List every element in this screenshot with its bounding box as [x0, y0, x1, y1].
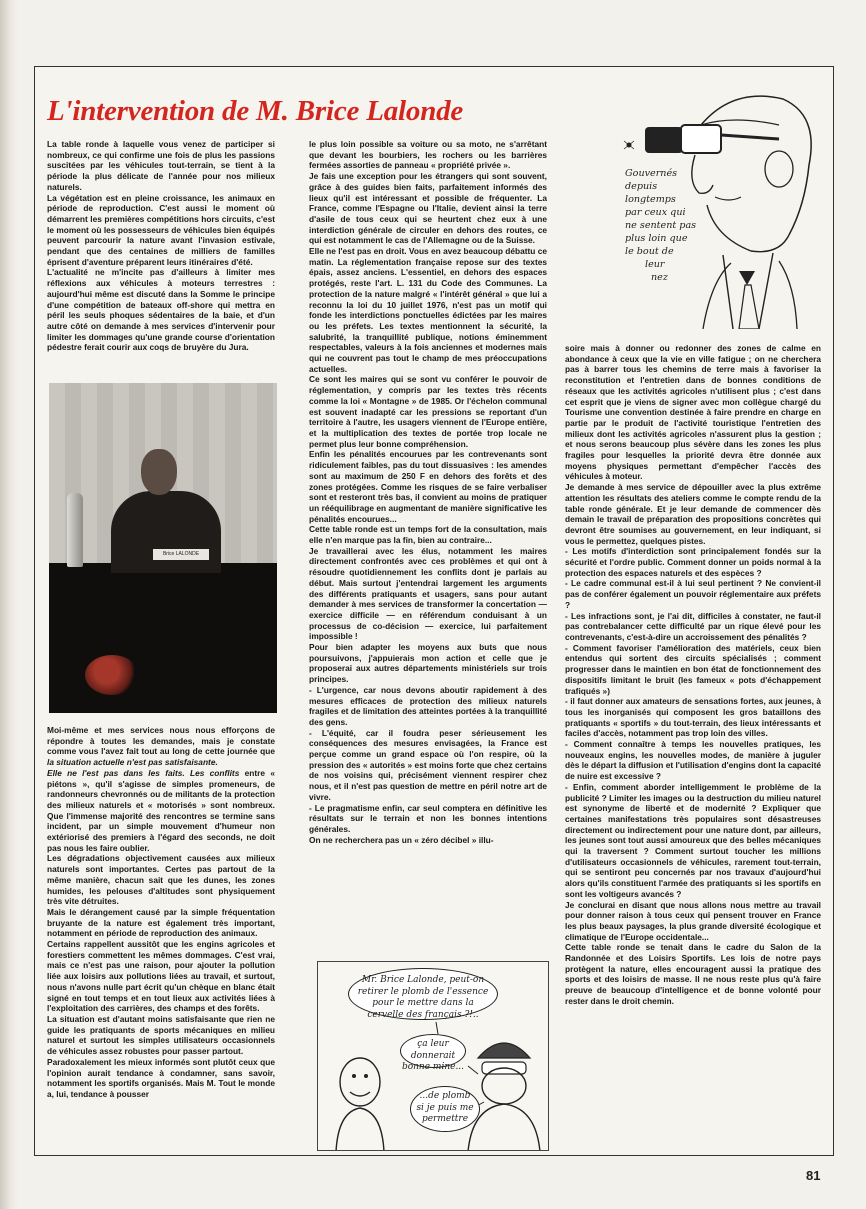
paragraph: Cette table ronde est un temps fort de la consultation, mais elle n'en marque pas la fin, bien au contraire... — [309, 524, 547, 546]
paragraph: Les dégradations objectivement causées aux milieux naturels sont importantes. Certes pas partout de la même manière, chacun sait que les dunes, les zones humides, les pelouses d'altitudes sont physiquement très vite détruites. — [47, 853, 275, 907]
bubble-line: si je puis me — [416, 1102, 474, 1113]
caption-line: nez — [651, 272, 668, 283]
article-frame — [34, 66, 834, 1156]
paragraph: Elle ne l'est pas en droit. Vous en avez beaucoup débattu ce matin. La réglementation française repose sur des textes épais, assez anciens. L'essentiel, en dehors des espaces protégés, reste l'art. L. 131 du Code des Communes. La protection de la nature malgré « l'intérêt général » que lui a reconnu la loi du 10 juillet 1976, n'est pas un motif qui fonde les interdictions ponctuelles édictées par les maires ou les préfets. Les textes mentionnent la sécurité, la salubrité, la tranquillité publique, notions éminemment respectables, valeurs à la fois anciennes et modernes mais qui ne couvrent pas tout le champ de mes préoccupations actuelles. — [309, 246, 547, 374]
bubble-line: pour le mettre dans la — [372, 998, 474, 1008]
page-binding-edge — [0, 0, 18, 1209]
cartoon-top-caption — [625, 167, 705, 284]
photo-brice-lalonde — [49, 383, 277, 713]
photo-flowers — [85, 655, 139, 695]
column-3 — [565, 343, 821, 1153]
bubble-line: retirer le plomb de l'essence — [357, 986, 489, 997]
caption-line: par ceux qui — [625, 207, 686, 218]
page-number: 81 — [806, 1168, 821, 1183]
caption-line: leur — [645, 259, 665, 270]
article-headline: L'intervention de M. Brice Lalonde — [47, 95, 464, 127]
column-1-bottom — [47, 725, 275, 1153]
photo-nameplate: Brice LALONDE — [153, 549, 209, 560]
paragraph: Je fais une exception pour les étrangers qui sont souvent, grâce à des guides bien faits, parfaitement informés des lieux qu'il est intéressant et possible de fréquenter. La France, comme l'Espagne ou l'Italie, devient ainsi la terre d'asile de tous ceux qui se heurtent chez eux à une interdiction générale de circuler en dehors des routes, ce qui est notamment le cas de l'Allemagne ou de la Suisse. — [309, 171, 547, 246]
paragraph: Moi-même et mes services nous nous efforçons de répondre à toutes les demandes, mais je constate comme vous l'avez fait tout au long de cette journée que la situation actuelle n'est pas satisfaisante. — [47, 725, 275, 768]
paragraph: L'actualité ne m'incite pas d'ailleurs à limiter mes réflexions aux véhicules à moteurs terrestres : aujourd'hui même est discuté dans la Somme le principe d'une compétition de bateaux off-shore qui mettra en péril les seuls phoques sédentaires de la baie, et d'un autre côté on demande à mes services d'intervenir pour limiter les dommages qu'une grande course d'orientation pédestre ferait courir aux coqs de bruyère du Jura. — [47, 267, 275, 353]
paragraph: - Le pragmatisme enfin, car seul comptera en définitive les résultats sur le terrain et non les bonnes intentions générales. — [309, 802, 547, 834]
photo-table — [49, 563, 277, 713]
paragraph: - il faut donner aux amateurs de sensations fortes, aux jeunes, à tous les inorganisés qui composent les gros bataillons des pratiquants « sportifs » du tout-terrain, des lieux intéressants et faciles d'accès, notamment pas trop loin des villes. — [565, 696, 821, 739]
paragraph: Paradoxalement les mieux informés sont plutôt ceux que l'opinion aurait tendance à condamner, sans savoir, notamment les sportifs organisés. Mais M. Tout le monde a, lui, tendance à pousser — [47, 1056, 275, 1099]
paragraph: Je demande à mes service de dépouiller avec la plus extrême attention les résultats des ateliers comme le compte rendu de la table ronde générale. Et je leur demande de commencer dès demain le travail de préparation des propositions concrètes qui devront être soumises au gouvernement, en leur indiquant, si vous le permettez, quelques pistes. — [565, 482, 821, 546]
bubble-line: permettre — [421, 1114, 469, 1124]
caption-line: ne sentent pas — [625, 220, 697, 231]
column-2 — [309, 139, 547, 955]
paragraph: le plus loin possible sa voiture ou sa moto, ne s'arrêtant que devant les bourbiers, les rochers ou les barrières fermées assorties de panneau « propriété privée ». — [309, 139, 547, 171]
bubble-line: ça leur donnerait — [410, 1039, 456, 1061]
speech-bubble-pun — [410, 1086, 480, 1132]
bubble-line: Mr. Brice Lalonde, peut-on — [361, 975, 485, 985]
paragraph: Cette table ronde se tenait dans le cadre du Salon de la Randonnée et des Loisirs Sportifs. Les lois de notre pays protègent la nature, elles encouragent aussi la pratique des sports et des loisirs de masse. Il ne nous reste plus qu'à faire preuve de beaucoup d'intelligence et de bonne volonté pour rester dans le droit chemin. — [565, 942, 821, 1006]
paragraph: Je conclurai en disant que nous allons nous mettre au travail pour donner raison à tous ceux qui pensent trouver en France les plus beaux paysages, la plus grande diversité écologique et climatique de l'Europe occidentale... — [565, 899, 821, 942]
paragraph: - Enfin, comment aborder intelligemment le problème de la publicité ? Limiter les images ou la destruction du milieu naturel est synonyme de liberté et de modernité ? Expliquer que certaines manifestations très populaires sont désastreuses directement ou indirectement pour une nature dont, par ailleurs, les jeunes sont tout aussi amoureux que des belles mécaniques qui la traversent ? Comment surtout toucher les millions d'utilisateurs occasionnels de véhicules, rarement tout-terrain, qui se sentiront peu concernés par nos travaux d'aujourd'hui alors qu'ils constituent l'armée des pratiquants si les sportifs en sont les voltigeurs avancés ? — [565, 781, 821, 899]
paragraph: Pour bien adapter les moyens aux buts que nous poursuivons, j'appuierais mon action et celle que je proposerai aux autres départements ministériels sur trois principes. — [309, 642, 547, 685]
paragraph: On ne recherchera pas un « zéro décibel » illu- — [309, 834, 494, 845]
paragraph: La table ronde à laquelle vous venez de participer si nombreux, ce qui confirme une fois de plus les passions suscitées par les véhicules tout-terrain, se tient à la période la plus délicate de l'année pour nos milieux naturels. — [47, 139, 275, 192]
caption-line: depuis longtemps — [625, 181, 676, 205]
paragraph: Enfin les pénalités encourues par les contrevenants sont ridiculement faibles, pas du tout dissuasives : les amendes sont au maximum de 250 F en dehors des forêts et des zones protégées. Comme les risques de se faire verbaliser sont et resteront très bas, il convient au moins de pratiquer un rééquilibrage en augmentant de manière significative les pénalités encourues... — [309, 449, 547, 524]
photo-bottle — [67, 493, 83, 567]
paragraph: - Comment favoriser l'amélioration des matériels, ceux bien entendus qui sortent des circuits spécialisés ; comment progresser dans le maintien en bon état de fonctionnement des dispositifs limitant le bruit (les fameux « pots d'échappement trafiqués ») — [565, 642, 821, 696]
photo-person-head — [141, 449, 177, 495]
paragraph: Elle ne l'est pas dans les faits. Les conflits entre « piétons », qu'il s'agisse de simples promeneurs, de randonneurs chevronnés ou de militants de la protection des milieux naturels et « motorisés » sont nombreux. Que l'immense majorité des rencontres se termine sans incident, par un simple mouvement d'humeur non extériorisé des premiers à l'égard des seconds, ne doit pas nous les faire oublier. — [47, 767, 275, 853]
caption-line: Gouvernés — [625, 168, 678, 179]
paragraph: Ce sont les maires qui se sont vu conférer le pouvoir de réglementation, y compris par les textes très récents comme la loi « Montagne » de 1985. Or l'échelon communal est souvent inadapté car les pressions se reportant d'un territoire à l'autre, les usagers viennent de l'Europe entière, et la multiplication des textes de portée trop locale ne permet plus leur bonne compréhension. — [309, 374, 547, 449]
cartoon-top — [583, 85, 823, 329]
paragraph: - Le cadre communal est-il à lui seul pertinent ? Ne convient-il pas de conférer également un pouvoir réglementaire aux préfets ? — [565, 578, 821, 610]
bubble-line: cervelle des français ?!.. — [367, 1009, 479, 1020]
caption-line: plus loin que — [625, 233, 688, 244]
paragraph: - Comment connaître à temps les nouvelles pratiques, les nouveaux engins, les nouvelles modes, de manière à juguler dès le départ la diffusion et l'utilisation d'engins dont la capacité de nuire est excessive ? — [565, 739, 821, 782]
paragraph: - Les motifs d'interdiction sont principalement fondés sur la sécurité et l'ordre public. Comment donner un poids normal à la protection des espaces naturels et des espèces ? — [565, 546, 821, 578]
speech-bubble-question — [348, 968, 498, 1020]
paragraph: La végétation est en pleine croissance, les animaux en période de reproduction. C'est aussi le moment où démarrent les premières compétitions hors circuits, c'est le moment où les possesseurs de véhicules bien équipés peuvent parcourir la nature avant l'invasion estivale, pendant que des centaines de milliers de familles éprisent d'aventure préparent leurs itinéraires d'été. — [47, 192, 275, 267]
paragraph: soire mais à donner ou redonner des zones de calme en abondance à ceux que la vie en ville fatigue ; on ne cherchera pas à barrer tous les chemins de terre mais à favoriser la reconstitution et l'entretien dans de bonnes conditions de réseaux que les activités agricoles n'utilisent plus ; c'est dans cet esprit que je viens de signer avec mon collègue chargé du Tourisme une convention destinée à faire prendre en charge en partie par le produit de l'activité touristique l'entretien des milieux dont les activités agricoles n'assurent plus la gestion ; et nous serons beaucoup plus sévère dans les zones les plus fragiles pour lesquelles la priorité devra être donnée aux moyens physiques permettant d'empêcher l'accès des véhicules à moteur. — [565, 343, 821, 482]
paragraph: - L'urgence, car nous devons aboutir rapidement à des mesures efficaces de protection des milieux naturels fragiles et de limitation des atteintes portées à la tranquillité des gens. — [309, 684, 547, 727]
speech-bubble-answer — [400, 1034, 466, 1072]
bubble-line: bonne mine... — [401, 1062, 465, 1072]
photo-person-body — [111, 491, 221, 573]
caption-line: le bout de — [625, 246, 674, 257]
paragraph: Je travaillerai avec les élus, notamment les maires directement confrontés avec ces problèmes et qui ont à résoudre quotidiennement les conflits dont je parlais au début. Mais surtout j'entendrai largement les arguments des différents pratiquants et usagers, sans pour autant demander à mes services de transformer la concertation — exercice difficile — en référendum conduisant à un processus de co-décision — exercice, lui parfaitement impossible ! — [309, 545, 547, 642]
paragraph: - L'équité, car il foudra peser sérieusement les conséquences des mesures envisagées, la France est perçue comme un grand espace où l'on respire, où la pression des « autorités » est moins forte que chez certains de nos voisins qui, précisément viennent respirer chez nous, et il n'est pas question de mettre en péril notre art de vivre. — [309, 727, 547, 802]
column-1-top — [47, 139, 275, 377]
bubble-line: ...de plomb — [419, 1091, 471, 1101]
cartoon-bottom — [317, 961, 549, 1151]
paragraph: Mais le dérangement causé par la simple fréquentation bruyante de la nature est également très important, notamment en période de reproduction des animaux. — [47, 906, 275, 939]
paragraph: - Les infractions sont, je l'ai dit, difficiles à constater, ne faut-il pas contrebalancer cette difficulté par un rique élevé pour les contrevenants, c'est-à-dire un accroissement des pénalités ? — [565, 610, 821, 642]
paragraph: Certains rappellent aussitôt que les engins agricoles et forestiers commettent les mêmes dommages. C'est vrai, mais ce n'est pas une raison, pour ajouter la pollution liée aux loisirs aux pollutions liées au travail, et surtout, nous n'avons nulle part écrit qu'un chèque en blanc était signé en tout temps et en tout lieux aux activités liées à l'exploitation des carrières, des champs et des forêts. — [47, 939, 275, 1014]
paragraph: La situation est d'autant moins satisfaisante que rien ne guide les pratiquants de sports mécaniques en milieu naturel et surtout les simples utilisateurs occasionnels de véhicules assez robustes pour passer partout. — [47, 1013, 275, 1057]
